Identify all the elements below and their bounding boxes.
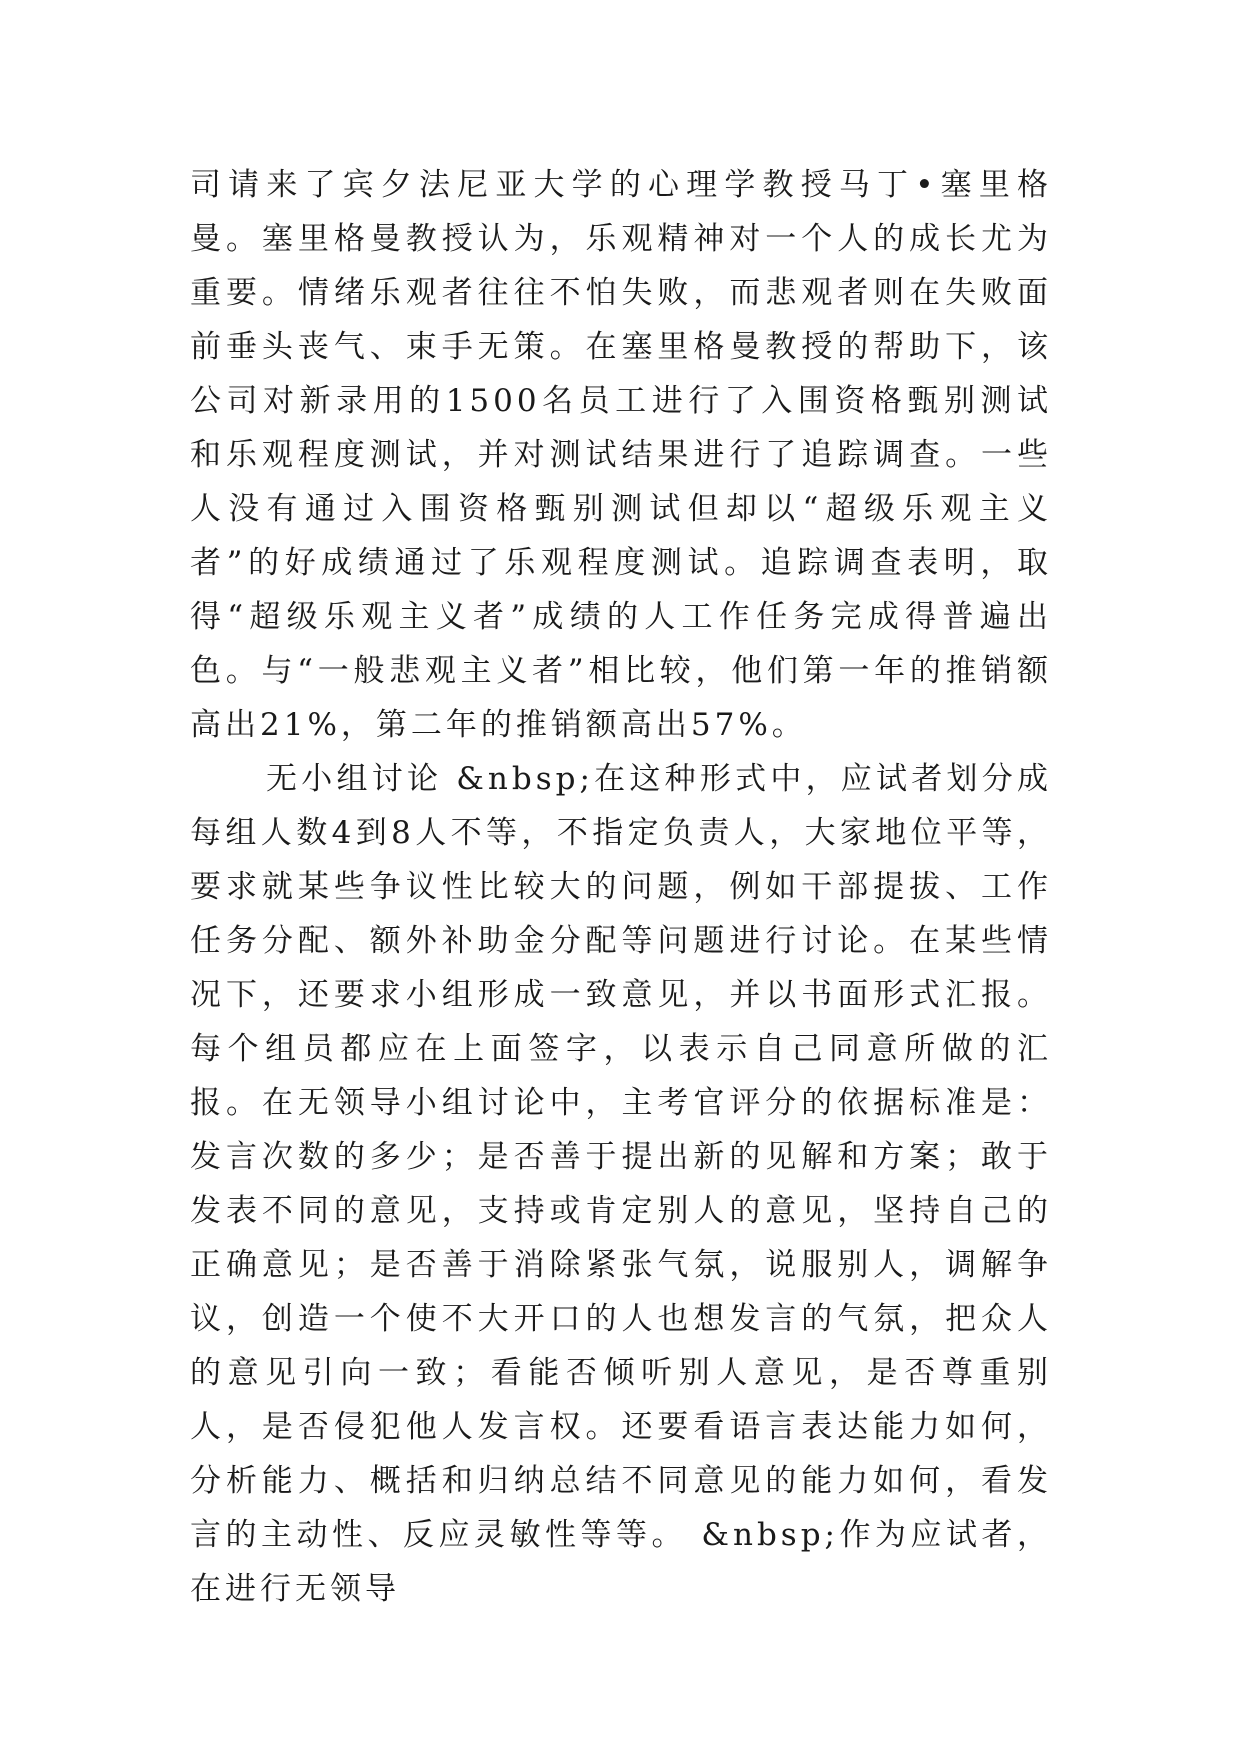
body-text bbox=[190, 158, 1052, 1616]
paragraph-leaderless-group-discussion: 无小组讨论 &nbsp;在这种形式中，应试者划分成每组人数4到8人不等，不指定负责人，大家地位平等，要求就某些争议性比较大的问题，例如干部提拔、工作任务分配、额外补助金分配等问题进行讨论。在某些情况下，还要求小组形成一致意见，并以书面形式汇报。每个组员都应在上面签字，以表示自己同意所做的汇报。在无领导小组讨论中，主考官评分的依据标准是：发言次数的多少；是否善于提出新的见解和方案；敢于发表不同的意见，支持或肯定别人的意见，坚持自己的正确意见；是否善于消除紧张气氛，说服别人，调解争议，创造一个使不大开口的人也想发言的气氛，把众人的意见引向一致；看能否倾听别人意见，是否尊重别人，是否侵犯他人发言权。还要看语言表达能力如何，分析能力、概括和归纳总结不同意见的能力如何，看发言的主动性、反应灵敏性等等。 &nbsp;作为应试者，在进行无领导 bbox=[190, 761, 1053, 1607]
paragraph-continued: 司请来了宾夕法尼亚大学的心理学教授马丁•塞里格曼。塞里格曼教授认为，乐观精神对一个人的成长尤为重要。情绪乐观者往往不怕失败，而悲观者则在失败面前垂头丧气、束手无策。在塞里格曼教授的帮助下，该公司对新录用的1500名员工进行了入围资格甄别测试和乐观程度测试，并对测试结果进行了追踪调查。一些人没有通过入围资格甄别测试但却以“超级乐观主义者”的好成绩通过了乐观程度测试。追踪调查表明，取得“超级乐观主义者”成绩的人工作任务完成得普遍出色。与“一般悲观主义者”相比较，他们第一年的推销额高出21%，第二年的推销额高出57%。 bbox=[190, 167, 1052, 743]
